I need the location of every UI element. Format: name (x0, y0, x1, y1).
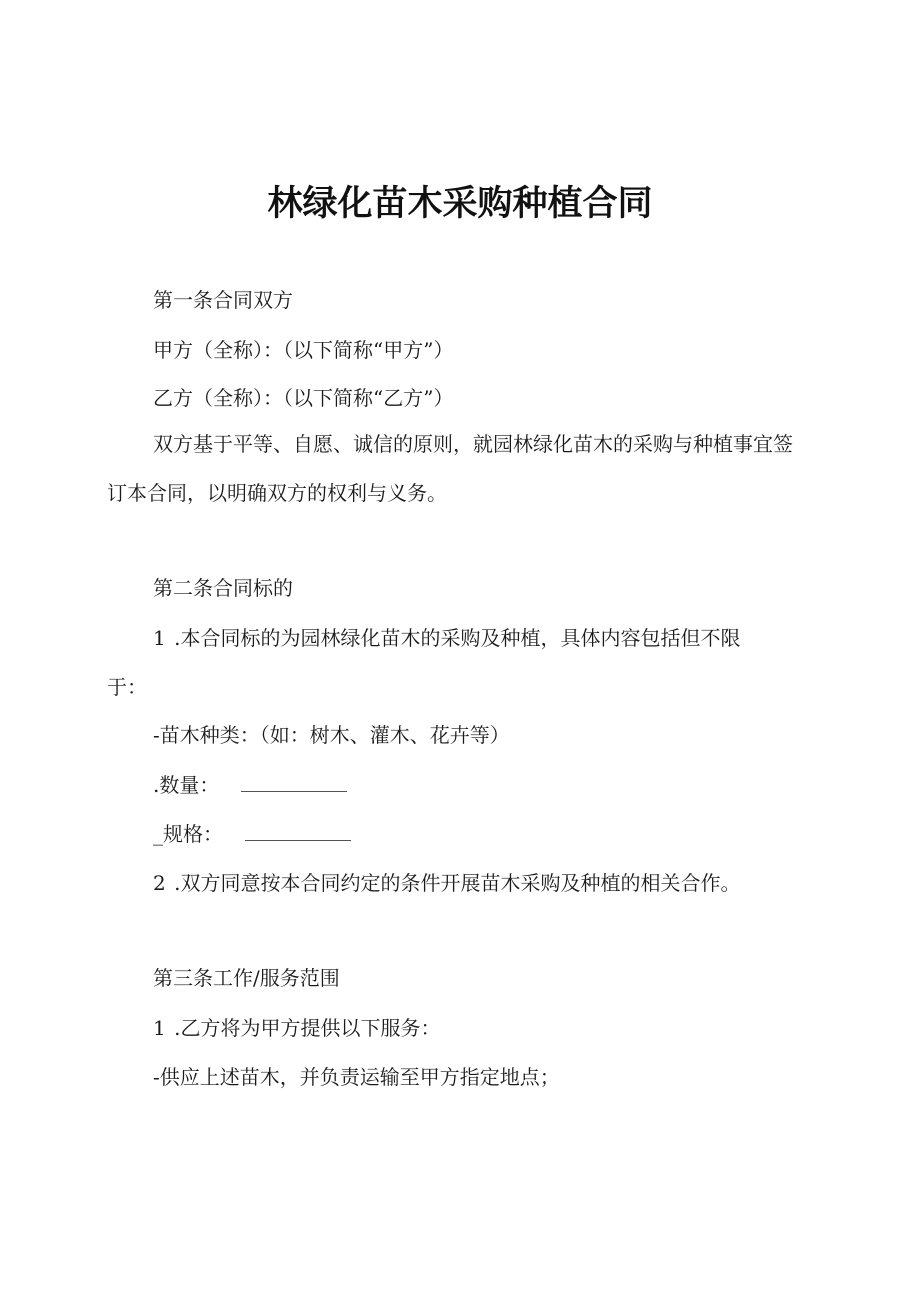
article3-item1-number: 1 (153, 1016, 168, 1040)
species-line: -苗木种类：（如：树木、灌木、花卉等） (153, 723, 510, 747)
party-b-line: 乙方（全称）：（以下简称“乙方”） (153, 386, 454, 410)
article2-item2 (153, 870, 740, 896)
article2-item1-continued: 于： (107, 675, 147, 699)
article3-item1-text: .乙方将为甲方提供以下服务： (174, 1016, 441, 1040)
article1-intro-paragraph: 双方基于平等、自愿、诚信的原则，就园林绿化苗木的采购与种植事宜签订本合同，以明确双方的权利与义务。 (107, 432, 793, 505)
spec-line (153, 821, 351, 847)
article2-item2-text: .双方同意按本合同约定的条件开展苗木采购及种植的相关合作。 (174, 871, 741, 895)
quantity-blank (241, 777, 347, 792)
article2-heading: 第二条合同标的 (153, 576, 293, 600)
spec-blank (245, 826, 351, 841)
quantity-label: .数量： (153, 773, 220, 797)
article2-item1-text: .本合同标的为园林绿化苗木的采购及种植，具体内容包括但不限 (174, 626, 741, 650)
party-a-line: 甲方（全称）：（以下简称“甲方”） (153, 338, 454, 362)
spec-label: _规格： (153, 822, 223, 846)
article1-heading: 第一条合同双方 (153, 288, 293, 312)
document-title: 林绿化苗木采购种植合同 (267, 184, 653, 224)
article3-item1 (153, 1015, 440, 1041)
article2-item2-number: 2 (153, 871, 168, 895)
article2-item1-number: 1 (153, 626, 168, 650)
article2-item1 (153, 625, 740, 651)
article3-heading: 第三条工作/服务范围 (153, 966, 340, 990)
supply-line: -供应上述苗木，并负责运输至甲方指定地点； (153, 1065, 560, 1089)
quantity-line (153, 772, 347, 798)
